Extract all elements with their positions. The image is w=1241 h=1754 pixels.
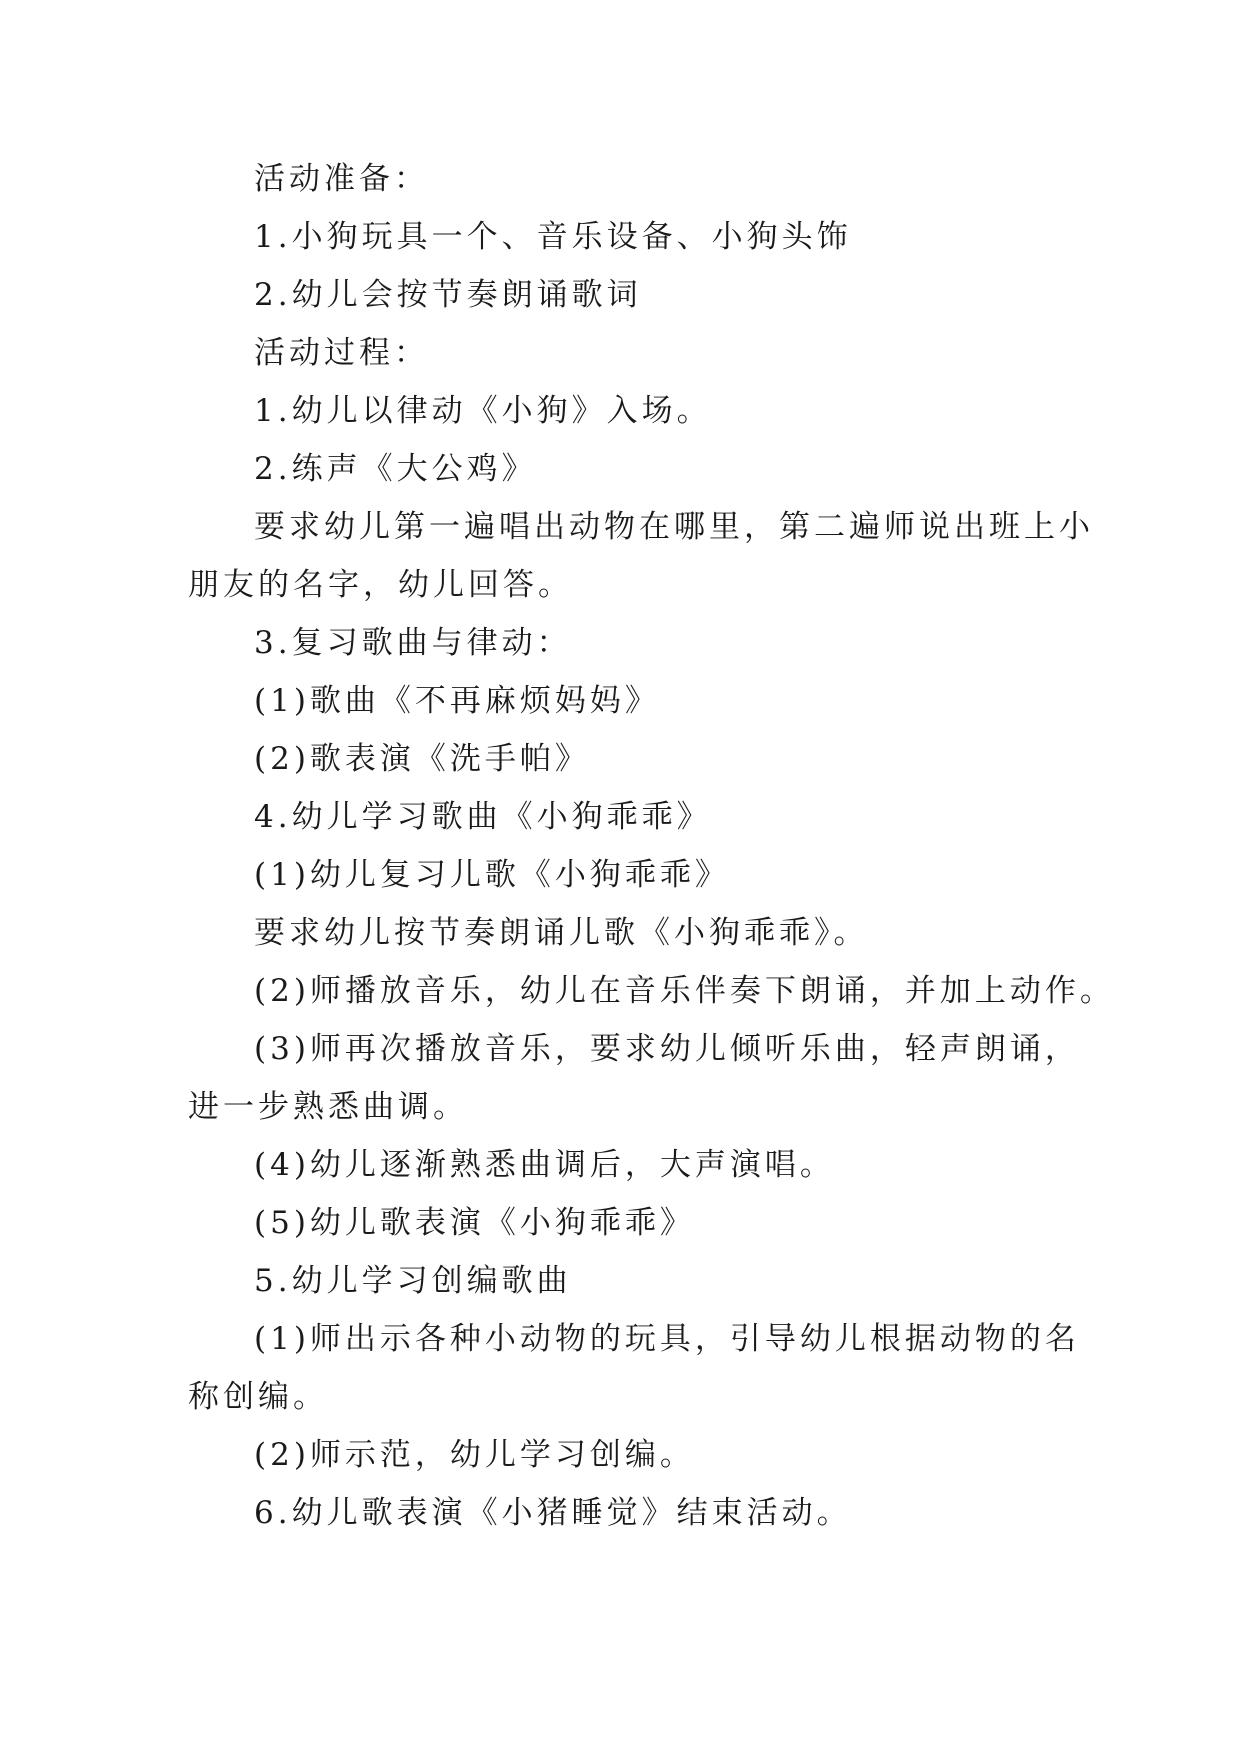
paragraph-line: 6.幼儿歌表演《小猪睡觉》结束活动。 bbox=[254, 1495, 852, 1531]
paragraph-line: 1.幼儿以律动《小狗》入场。 bbox=[254, 393, 712, 429]
paragraph-line: 要求幼儿第一遍唱出动物在哪里，第二遍师说出班上小 bbox=[254, 509, 1094, 545]
paragraph-line: 要求幼儿按节奏朗诵儿歌《小狗乖乖》。 bbox=[254, 915, 869, 951]
section-heading-preparation: 活动准备： bbox=[254, 161, 429, 197]
paragraph-line: (1)幼儿复习儿歌《小狗乖乖》 bbox=[254, 857, 730, 893]
paragraph-line: (1)歌曲《不再麻烦妈妈》 bbox=[254, 683, 660, 719]
paragraph-line: 1.小狗玩具一个、音乐设备、小狗头饰 bbox=[254, 219, 852, 255]
paragraph-line: (2)歌表演《洗手帕》 bbox=[254, 741, 590, 777]
document-body bbox=[188, 150, 1115, 1542]
paragraph-line: 2.练声《大公鸡》 bbox=[254, 451, 537, 487]
section-heading-process: 活动过程： bbox=[254, 335, 429, 371]
paragraph-line: (3)师再次播放音乐，要求幼儿倾听乐曲，轻声朗诵， bbox=[254, 1031, 1080, 1067]
paragraph-line: 朋友的名字，幼儿回答。 bbox=[188, 567, 573, 603]
paragraph-line: 3.复习歌曲与律动： bbox=[254, 625, 572, 661]
paragraph-line: (1)师出示各种小动物的玩具，引导幼儿根据动物的名 bbox=[254, 1321, 1080, 1357]
paragraph-line: 2.幼儿会按节奏朗诵歌词 bbox=[254, 277, 642, 313]
paragraph-line: (4)幼儿逐渐熟悉曲调后，大声演唱。 bbox=[254, 1147, 835, 1183]
paragraph-line: 进一步熟悉曲调。 bbox=[188, 1089, 468, 1125]
paragraph-line: 5.幼儿学习创编歌曲 bbox=[254, 1263, 572, 1299]
paragraph-line: (5)幼儿歌表演《小狗乖乖》 bbox=[254, 1205, 695, 1241]
paragraph-line: 称创编。 bbox=[188, 1379, 328, 1415]
paragraph-line: (2)师示范，幼儿学习创编。 bbox=[254, 1437, 695, 1473]
paragraph-line: (2)师播放音乐，幼儿在音乐伴奏下朗诵，并加上动作。 bbox=[254, 973, 1115, 1009]
paragraph-line: 4.幼儿学习歌曲《小狗乖乖》 bbox=[254, 799, 712, 835]
